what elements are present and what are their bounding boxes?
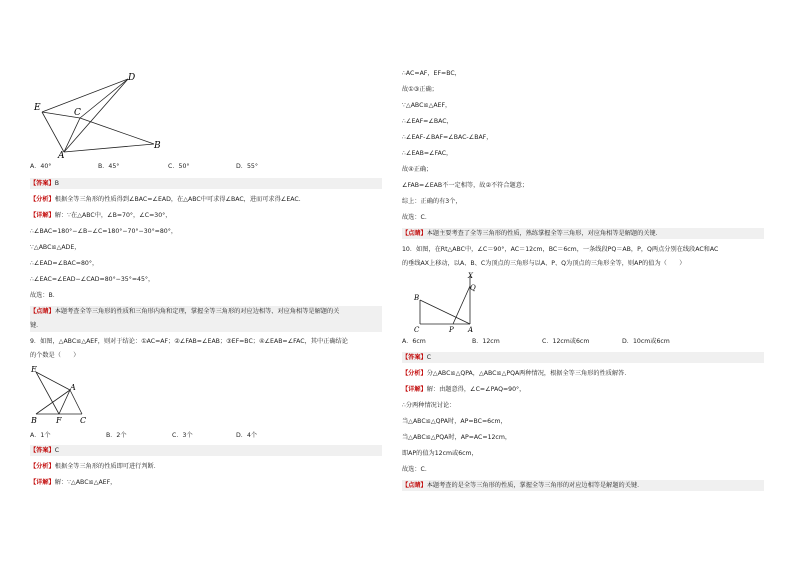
comment-text: 本题考查的是全等三角形的性质，掌握全等三角形的对应边相等是解题的关键． bbox=[426, 482, 644, 489]
detail-text: 解：∵△ABC≌△AEF， bbox=[54, 479, 117, 486]
q8-detail-6: 故选：B． bbox=[30, 292, 59, 299]
q10-detail-4: 当△ABC≌△PQA时，AP=AC=12cm， bbox=[402, 434, 512, 441]
fig1-label-c: C bbox=[74, 108, 81, 118]
r-line-6: ∴∠EAB=∠FAC， bbox=[402, 150, 453, 157]
analysis-tag: 【分析】 bbox=[30, 196, 55, 203]
answer-tag: 【答案】 bbox=[402, 354, 427, 361]
figure-q9 bbox=[30, 364, 100, 426]
q8-detail-1 bbox=[30, 212, 171, 220]
answer-value: C bbox=[54, 447, 60, 454]
fig2-label-f: F bbox=[56, 416, 62, 425]
q9-stem-1: 9．如图，△ABC≌△AEF，则对于结论：①AC=AF；②∠FAB=∠EAB；③EF=BC；④∠EAB=∠FAC，其中正确结论 bbox=[30, 338, 348, 345]
comment-tag: 【点睛】 bbox=[402, 482, 427, 489]
q9-analysis bbox=[30, 463, 160, 471]
q10-stem-1: 10．如图，在Rt△ABC中，∠C＝90°，AC＝12cm，BC＝6cm，一条线段PQ＝AB，P，Q两点分别在线段AC和AC bbox=[402, 246, 719, 253]
q8-answer-bar bbox=[30, 178, 382, 189]
fig2-label-b: B bbox=[31, 416, 37, 425]
fig2-label-e: E bbox=[31, 365, 37, 374]
fig3-label-a: A bbox=[468, 326, 474, 334]
q8-comment-1 bbox=[30, 308, 339, 316]
q9-option-b: B．2个 bbox=[106, 432, 127, 439]
comment-tag: 【点睛】 bbox=[30, 308, 55, 315]
q10-answer-bar bbox=[402, 352, 764, 363]
detail-tag: 【详解】 bbox=[30, 212, 55, 219]
q9-answer bbox=[30, 447, 59, 455]
q10-detail-3: 当△ABC≌△QPA时，AP=BC=6cm， bbox=[402, 418, 507, 425]
analysis-text: 根据全等三角形的性质即可进行判断． bbox=[54, 463, 160, 470]
analysis-text: 分△ABC≌△QPA，△ABC≌△PQA两种情况，根据全等三角形的性质解答． bbox=[426, 370, 631, 377]
fig2-label-a: A bbox=[70, 383, 76, 392]
r-line-9: 综上：正确的有3个， bbox=[402, 198, 462, 205]
r-comment bbox=[402, 230, 662, 238]
q9-stem-2: 的个数是（ ） bbox=[30, 352, 80, 359]
q8-detail-4: ∴∠EAD=∠BAC=80°， bbox=[30, 260, 99, 267]
r-line-7: 故④正确； bbox=[402, 166, 433, 173]
r-line-10: 故选：C． bbox=[402, 214, 432, 221]
answer-value: B bbox=[54, 180, 59, 187]
comment-text: 本题考查全等三角形的性质和三角形内角和定理，掌握全等三角形的对应边相等、对应角相等是解题的关 bbox=[54, 308, 340, 315]
fig1-label-e: E bbox=[34, 103, 41, 113]
analysis-tag: 【分析】 bbox=[402, 370, 427, 377]
r-line-2: 故①③正确； bbox=[402, 86, 438, 93]
q9-option-c: C．3个 bbox=[172, 432, 193, 439]
q10-option-d: D．10cm或6cm bbox=[622, 338, 670, 345]
q8-detail-2: ∴∠BAC=180°−∠B−∠C=180°−70°−30°=80°， bbox=[30, 228, 178, 235]
fig3-label-c: C bbox=[414, 326, 420, 334]
r-line-4: ∴∠EAF=∠BAC， bbox=[402, 118, 453, 125]
comment-tag: 【点睛】 bbox=[402, 230, 427, 237]
q8-option-d: D．55° bbox=[236, 163, 258, 170]
fig3-label-q: Q bbox=[470, 284, 476, 292]
q10-option-c: C．12cm或6cm bbox=[542, 338, 590, 345]
detail-text: 解：∵在△ABC中，∠B=70°，∠C=30°， bbox=[54, 212, 172, 219]
r-line-3: ∵△ABC≌△AEF， bbox=[402, 102, 452, 109]
q10-answer bbox=[402, 354, 431, 362]
q8-answer bbox=[30, 180, 59, 188]
comment-text: 本题主要考查了全等三角形的性质，熟练掌握全等三角形，对应角相等是解题的关键． bbox=[426, 230, 662, 237]
answer-tag: 【答案】 bbox=[30, 447, 55, 454]
fig1-label-b: B bbox=[154, 141, 161, 151]
q9-option-d: D．4个 bbox=[236, 432, 258, 439]
q10-comment bbox=[402, 482, 643, 490]
fig3-label-x: X bbox=[468, 272, 473, 280]
q8-option-c: C．50° bbox=[168, 163, 190, 170]
figure-q8 bbox=[30, 68, 180, 158]
detail-tag: 【详解】 bbox=[30, 479, 55, 486]
fig3-label-p: P bbox=[449, 326, 454, 334]
fig1-label-d: D bbox=[128, 73, 136, 83]
q10-analysis bbox=[402, 370, 631, 378]
q10-detail-6: 故选：C． bbox=[402, 466, 432, 473]
q10-detail-1 bbox=[402, 386, 525, 394]
q10-detail-2: ∴分两种情况讨论： bbox=[402, 402, 456, 409]
q9-answer-bar bbox=[30, 445, 382, 456]
q8-option-b: B．45° bbox=[98, 163, 120, 170]
r-line-8: ∠FAB=∠EAB不一定相等，故②不符合题意； bbox=[402, 182, 529, 189]
figure-q10 bbox=[412, 272, 482, 334]
answer-tag: 【答案】 bbox=[30, 180, 55, 187]
q9-option-a: A．1个 bbox=[30, 432, 51, 439]
q10-stem-2: 的垂线AX上移动，以A、B、C为顶点的三角形与以A、P、Q为顶点的三角形全等，则AP的值为（ ） bbox=[402, 260, 686, 267]
q8-detail-5: ∴∠EAC=∠EAD−∠CAD=80°−35°=45°， bbox=[30, 276, 155, 283]
fig2-label-c: C bbox=[80, 416, 87, 425]
detail-text: 解：由题意得，∠C=∠PAQ=90°， bbox=[426, 386, 526, 393]
q8-analysis bbox=[30, 196, 301, 204]
q10-option-a: A．6cm bbox=[402, 338, 426, 345]
q9-detail-1 bbox=[30, 479, 116, 487]
fig1-label-a: A bbox=[58, 151, 65, 158]
q10-option-b: B．12cm bbox=[472, 338, 500, 345]
analysis-tag: 【分析】 bbox=[30, 463, 55, 470]
r-line-5: ∴∠EAF-∠BAF=∠BAC-∠BAF， bbox=[402, 134, 493, 141]
fig3-label-b: B bbox=[414, 294, 420, 302]
q10-detail-5: 即AP的值为12cm或6cm， bbox=[402, 450, 478, 457]
answer-value: C bbox=[426, 354, 432, 361]
q8-detail-3: ∵△ABC≌△ADE， bbox=[30, 244, 81, 251]
r-line-1: ∴AC=AF，EF=BC， bbox=[402, 70, 461, 77]
analysis-text: 根据全等三角形的性质得到∠BAC=∠EAD，在△ABC中可求得∠BAC，进而可求得∠EAC. bbox=[54, 196, 301, 203]
detail-tag: 【详解】 bbox=[402, 386, 427, 393]
q8-option-a: A．40° bbox=[30, 163, 52, 170]
q8-comment-2: 键． bbox=[30, 322, 43, 329]
